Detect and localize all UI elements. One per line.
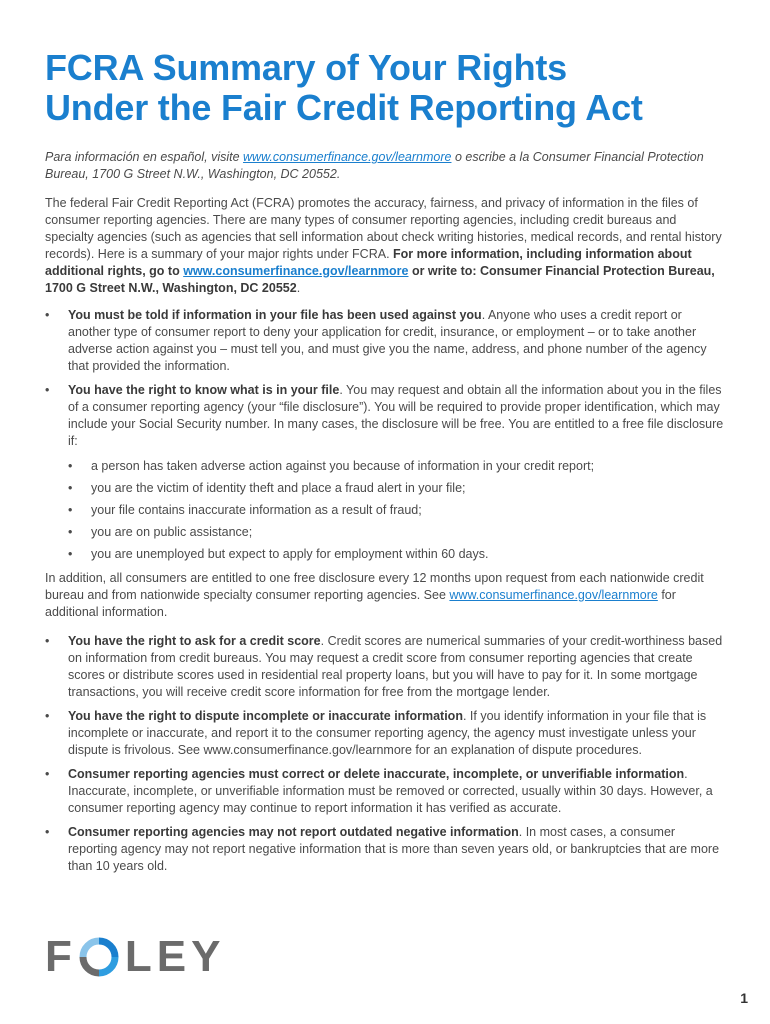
foley-logo <box>45 932 226 981</box>
addition-learnmore-link[interactable]: www.consumerfinance.gov/learnmore <box>449 588 658 602</box>
bullet-dot: • <box>45 308 50 322</box>
list-item: • Consumer reporting agencies may not report outdated negative information. In most cases, a consumer reporting agency may not report negative information that is more than seven years old, or bankruptcies that are more than 10 years old. <box>45 825 720 873</box>
document-page <box>45 48 725 882</box>
title-line-1: FCRA Summary of Your Rights <box>45 47 567 88</box>
bullet-dot: • <box>68 481 73 495</box>
page-title <box>45 48 725 128</box>
bullet-dot: • <box>45 383 50 397</box>
list-item: • Consumer reporting agencies must correct or delete inaccurate, incomplete, or unverifiable information. Inaccurate, incomplete, or unverifiable information must be removed or corrected, usually within 30 days. However, a consumer reporting agency may continue to report information it has verified as accurate. <box>45 767 713 815</box>
list-item: • you are on public assistance; <box>68 525 253 539</box>
list-item: • You have the right to know what is in your file. You may request and obtain all the information about you in the files of a consumer reporting agency (your “file disclosure”). You will be required to provide proper identification, which may include your Social Security number. In many cases, the disclosure will be free. You are entitled to a free file disclosure if: • a person has taken adverse action against you because of information in your credit report; • you are the victim of identity theft and place a fraud alert in your file; • your file contains inaccurate information as a result of fraud; • you are on public assistance; • you are unemployed but expect to apply for employment within 60 days. <box>45 383 724 561</box>
spanish-learnmore-link[interactable]: www.consumerfinance.gov/learnmore <box>243 150 452 164</box>
list-item: • your file contains inaccurate information as a result of fraud; <box>68 503 422 517</box>
bullet-dot: • <box>68 547 73 561</box>
rights-list-a <box>45 307 725 563</box>
bullet-dot: • <box>45 825 50 839</box>
spanish-notice: Para información en español, visite www.consumerfinance.gov/learnmore o escribe a la Consumer Financial Protection Bureau, 1700 G Street N.W., Washington, DC 20552. <box>45 150 704 181</box>
bullet-dot: • <box>45 709 50 723</box>
list-item: • you are unemployed but expect to apply for employment within 60 days. <box>68 547 489 561</box>
list-item: • You have the right to ask for a credit score. Credit scores are numerical summaries of your credit-worthiness based on information from credit bureaus. You may request a credit score from consumer reporting agencies that create scores or distribute scores used in residential real property loans, but you will have to pay for it. In some mortgage transactions, you will receive credit score information for free from the mortgage lender. <box>45 634 723 699</box>
list-item: • a person has taken adverse action against you because of information in your credit report; <box>68 459 595 473</box>
free-disclosure-conditions <box>68 458 725 563</box>
list-item: • you are the victim of identity theft and place a fraud alert in your file; <box>68 481 466 495</box>
rights-list-b <box>45 633 725 875</box>
logo-letters-ley: LEY <box>124 932 226 981</box>
logo-letter-f: F <box>45 932 77 981</box>
intro-learnmore-link[interactable]: www.consumerfinance.gov/learnmore <box>183 264 409 278</box>
bullet-dot: • <box>45 634 50 648</box>
title-line-2: Under the Fair Credit Reporting Act <box>45 87 643 128</box>
addition-paragraph: In addition, all consumers are entitled to one free disclosure every 12 months upon request from each nationwide credit bureau and from nationwide specialty consumer reporting agencies. See www.consumerfinance.gov/learnmore for additional information. <box>45 571 704 619</box>
bullet-dot: • <box>68 525 73 539</box>
bullet-dot: • <box>68 503 73 517</box>
bullet-dot: • <box>45 767 50 781</box>
foley-logo-o-icon <box>77 937 121 977</box>
bullet-dot: • <box>68 459 73 473</box>
list-item: • You have the right to dispute incomplete or inaccurate information. If you identify information in your file that is incomplete or inaccurate, and report it to the consumer reporting agency, the agency must investigate unless your dispute is frivolous. See www.consumerfinance.gov/learnmore for an explanation of dispute procedures. <box>45 709 707 757</box>
intro-paragraph: The federal Fair Credit Reporting Act (FCRA) promotes the accuracy, fairness, and privacy of information in the files of consumer reporting agencies. There are many types of consumer reporting agencies, including credit bureaus and specialty agencies (such as agencies that sell information about check writing histories, medical records, and rental history records). Here is a summary of your major rights under FCRA. For more information, including information about additional rights, go to www.consumerfinance.gov/learnmore or write to: Consumer Financial Protection Bureau, 1700 G Street N.W., Washington, DC 20552. <box>45 196 722 295</box>
page-number: 1 <box>740 990 748 1006</box>
list-item: • You must be told if information in your file has been used against you. Anyone who uses a credit report or another type of consumer report to deny your application for credit, insurance, or employment – or to take another adverse action against you – must tell you, and must give you the name, address, and phone number of the agency that provided the information. <box>45 308 707 373</box>
